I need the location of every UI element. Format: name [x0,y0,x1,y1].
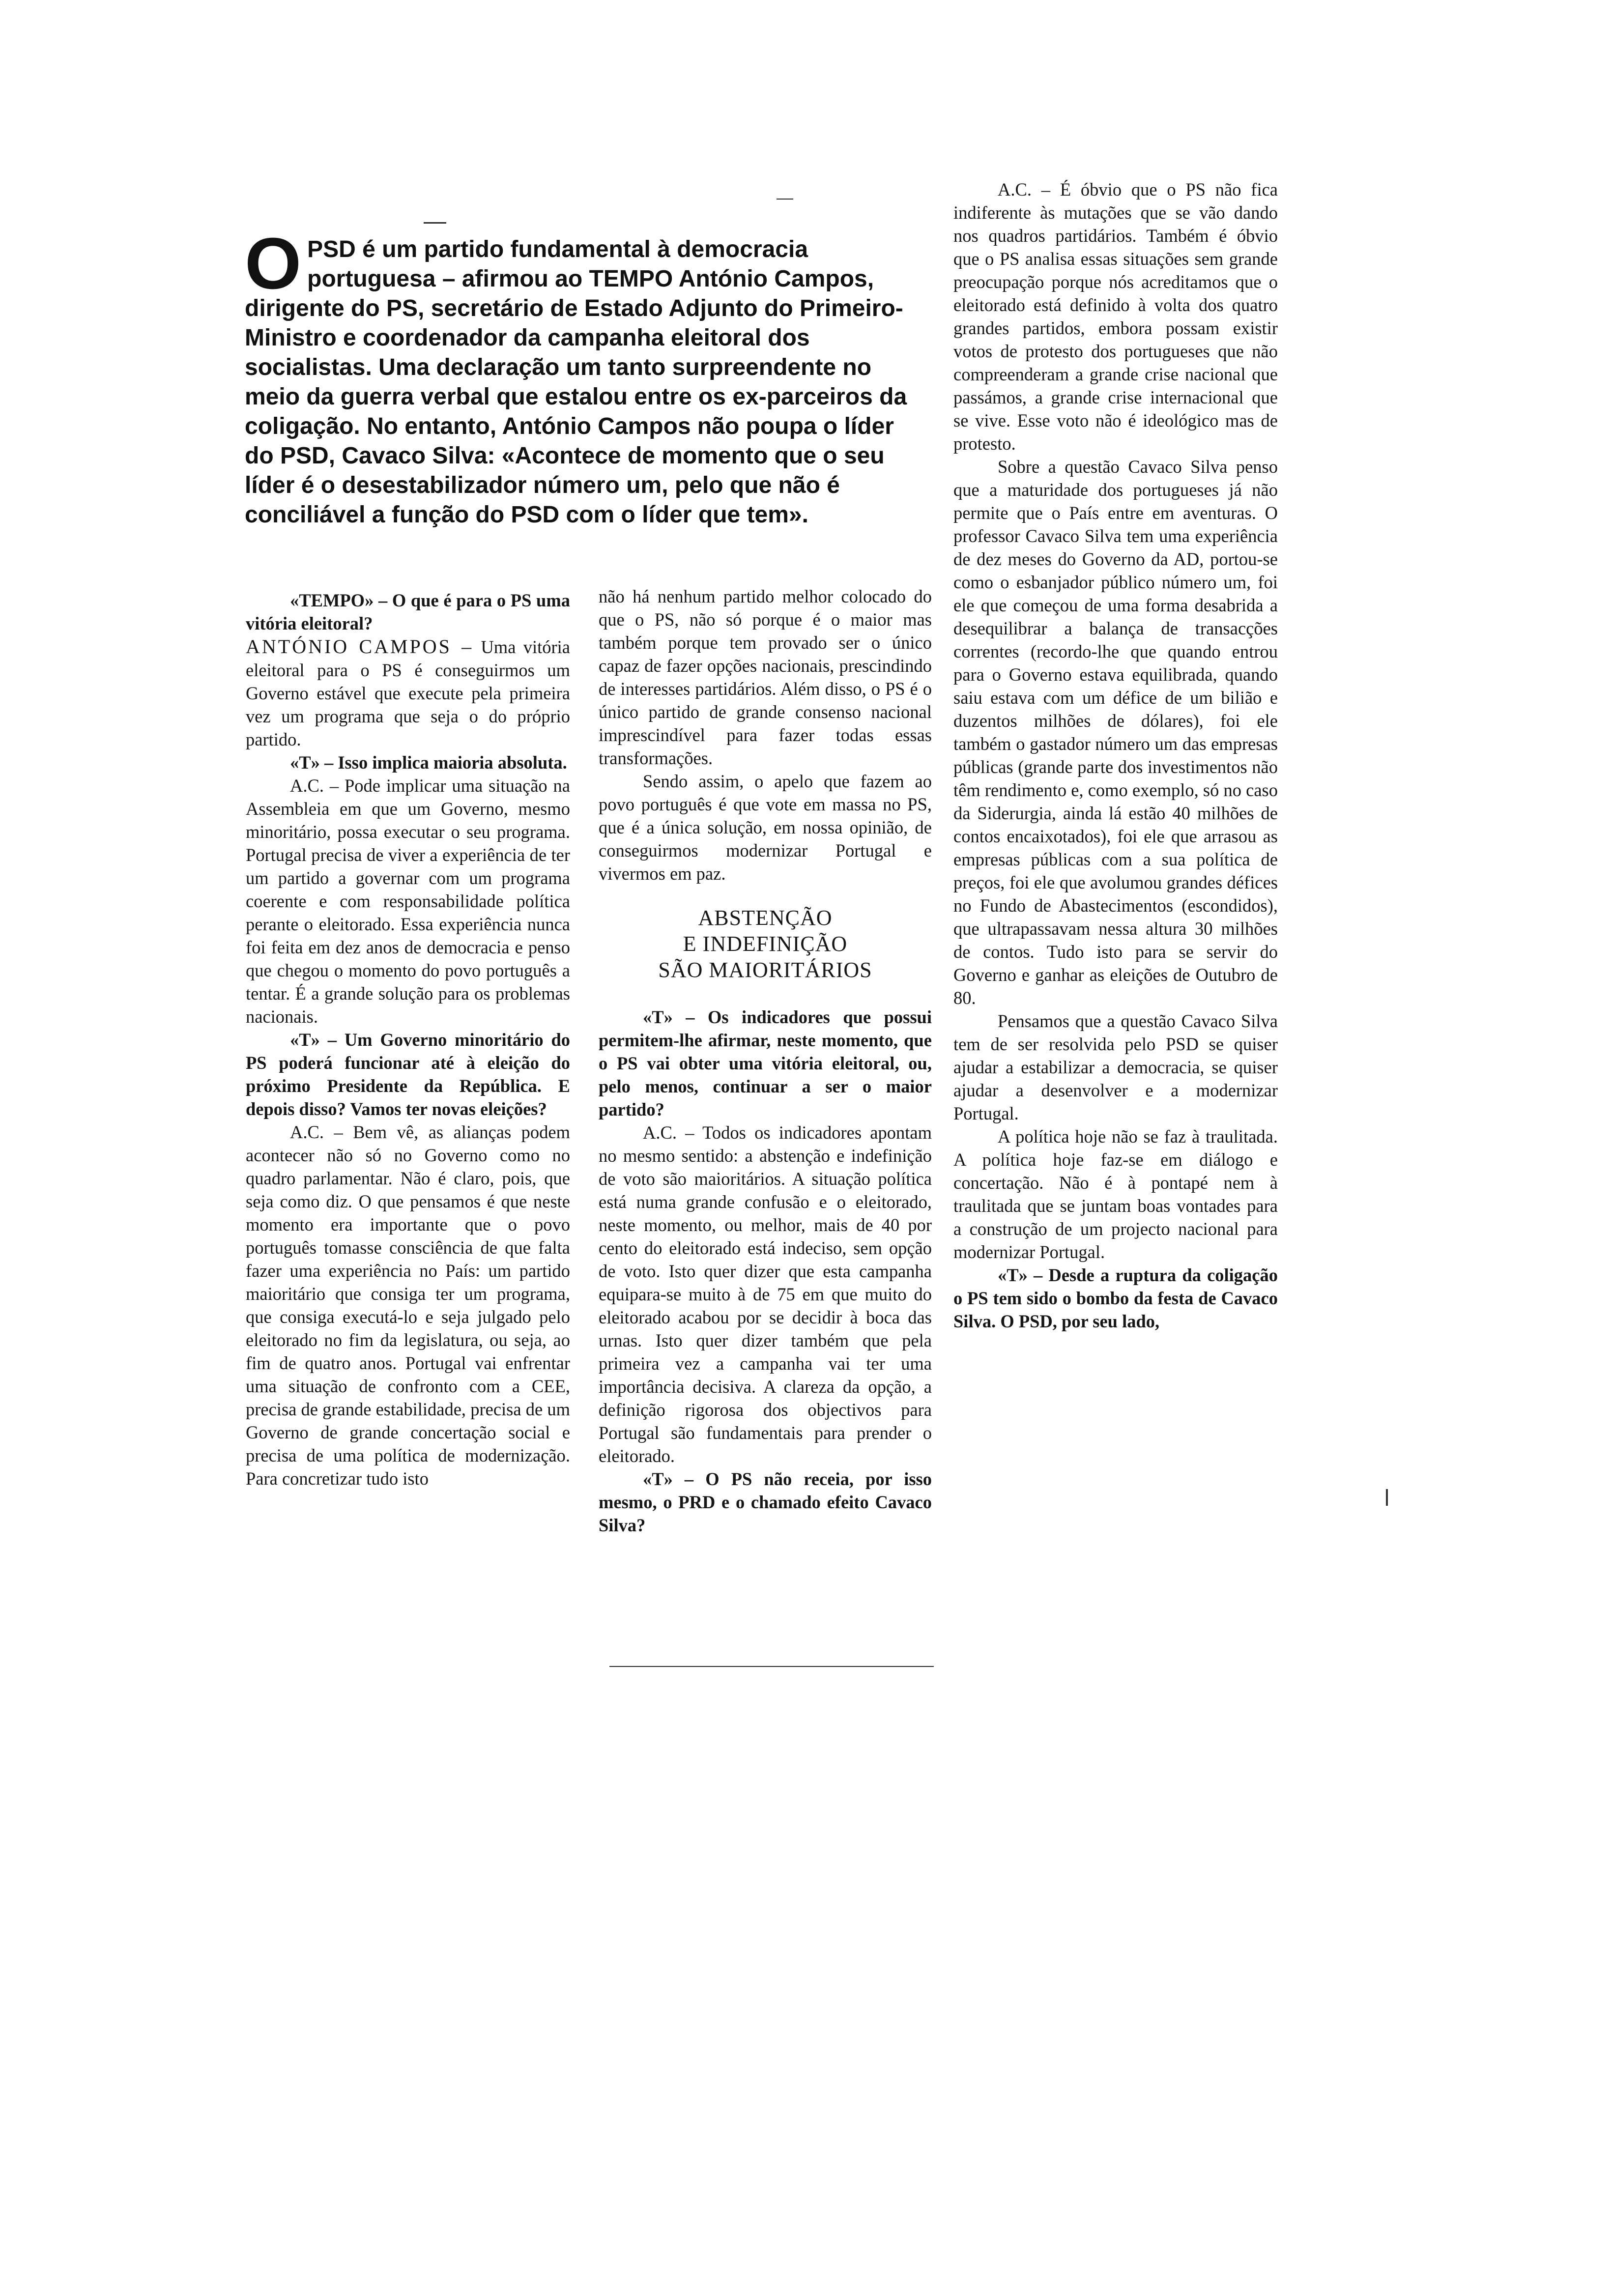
answer-5: A.C. – É óbvio que o PS não fica indiferente às mutações que se vão dando nos quadros partidários. Também é óbvio que o PS analisa essas situações sem grande preocupação porque nós acreditamos que o eleitorado está definido à volta dos quatro grandes partidos, embora possam existir votos de protesto dos portugueses que não compreenderam a grande crise nacional que passámos, a grande crise internacional que se vive. Esse voto não é ideológico mas de protesto. [953,179,1278,454]
column-2 [599,585,932,1537]
top-rule-right [777,199,793,200]
top-rule [424,222,446,224]
subheading-line-1: ABSTENÇÃO [698,906,833,930]
dropcap: O [245,223,302,304]
answer-1: ANTÓNIO CAMPOS – Uma vitória eleitoral para o PS é conseguirmos um Governo estável que execute pela primeira vez um programa que seja o do próprio partido. [246,635,570,749]
answer-paragraph-politica: A política hoje não se faz à traulitada. A política hoje faz-se em diálogo e concertação. Não é à pontapé nem à traulitada que se juntam boas vontades para a construção de um projecto nacional para modernizar Portugal. [953,1126,1278,1262]
column-3 [953,178,1278,1333]
column-2-bottom-rule [609,1666,934,1667]
answer-paragraph-psd: Pensamos que a questão Cavaco Silva tem de ser resolvida pelo PSD se quiser ajudar a estabilizar a democracia, se quiser ajudar a desenvolver e a modernizar Portugal. [953,1011,1278,1123]
question-5: «T» – O PS não receia, por isso mesmo, o PRD e o chamado efeito Cavaco Silva? [599,1469,932,1535]
answer-2: A.C. – Pode implicar uma situação na Assembleia em que um Governo, mesmo minoritário, possa executar o seu programa. Portugal precisa de viver a experiência de ter um partido a governar com um programa coerente e com responsabilidade política perante o eleitorado. Essa experiência nunca foi feita em dez anos de democracia e penso que chegou o momento do povo português a tentar. É a grande solução para os problemas nacionais. [246,775,571,1027]
answer-3: A.C. – Bem vê, as alianças podem acontecer não só no Governo como no quadro parlamentar. Não é claro, pois, que seja como diz. O que pensamos é que neste momento era importante que o povo português tomasse consciência de que falta fazer uma experiência no País: um partido maioritário que consiga ter um programa, que consiga executá-lo e seja julgado pelo eleitorado no fim da legislatura, ou seja, ao fim de quatro anos. Portugal vai enfrentar uma situação de confronto com a CEE, precisa de grande estabilidade, precisa de um Governo de grande concertação social e precisa de uma política de modernização. Para concretizar tudo isto [246,1122,570,1489]
subheading-line-3: SÃO MAIORITÁRIOS [658,958,872,982]
speaker-name: ANTÓNIO CAMPOS – [246,635,474,658]
answer-continued: não há nenhum partido melhor colocado do que o PS, não só porque é o maior mas também porque tem provado ser o único capaz de fazer opções nacionais, prescindindo de interesses partidários. Além disso, o PS é o único partido de grande consenso nacional imprescindível para fazer todas essas transformações. [599,586,932,768]
question-1: «TEMPO» – O que é para o PS uma vitória eleitoral? [246,590,570,633]
lead-text: PSD é um partido fundamental à democracia portuguesa – afirmou ao TEMPO António Campos, dirigente do PS, secretário de Estado Adjunto do Primeiro-Ministro e coordenador da campanha eleitoral dos socialistas. Uma declaração um tanto surpreendente no meio da guerra verbal que estalou entre os ex-parceiros da coligação. No entanto, António Campos não poupa o líder do PSD, Cavaco Silva: «Acontece de momento que o seu líder é o desestabilizador número um, pelo que não é conciliável a função do PSD com o líder que tem». [245,236,907,528]
answer-4: A.C. – Todos os indicadores apontam no mesmo sentido: a abstenção e indefinição de voto são maioritários. A situação política está numa grande confusão e o eleitorado, neste momento, ou melhor, mais de 40 por cento do eleitorado está indeciso, sem opção de voto. Isto quer dizer que esta campanha equipara-se muito à de 75 em que muito do eleitorado acabou por se decidir à boca das urnas. Isto quer dizer também que pela primeira vez a campanha vai ter uma importância decisiva. A clareza da opção, a definição rigorosa dos objectivos para Portugal são fundamentais para prender o eleitorado. [599,1122,932,1466]
lead-paragraph [245,223,918,530]
subheading [599,905,932,983]
subheading-line-2: E INDEFINIÇÃO [683,932,848,956]
question-4: «T» – Os indicadores que possui permitem-lhe afirmar, neste momento, que o PS vai obter uma vitória eleitoral, ou, pelo menos, continuar a ser o maior partido? [599,1007,932,1119]
question-3: «T» – Um Governo minoritário do PS poderá funcionar até à eleição do próximo Presidente da República. E depois disso? Vamos ter novas eleições? [246,1030,570,1119]
answer-paragraph: Sendo assim, o apelo que fazem ao povo português é que vote em massa no PS, que é a única solução, em nossa opinião, de conseguirmos modernizar Portugal e vivermos em paz. [599,771,932,884]
question-2: «T» – Isso implica maioria absoluta. [290,752,567,773]
column-1 [246,589,570,1490]
answer-paragraph-cavaco: Sobre a questão Cavaco Silva penso que a maturidade dos portugueses já não permite que o País entre em aventuras. O professor Cavaco Silva tem uma experiência de dez meses do Governo da AD, portou-se como o esbanjador público número um, foi ele que começou de uma forma desabrida a desequilibrar a balança de transacções correntes (recordo-lhe que quando entrou para o Governo estava equilibrada, quando saiu estava com um défice de um bilião e duzentos milhões de dólares), foi ele também o gastador número um das empresas públicas (grande parte dos investimentos não têm rendimento e, como exemplo, só no caso da Siderurgia, ainda lá estão 40 milhões de contos encaixotados), foi ele que arrasou as empresas públicas com a sua política de preços, foi ele que avolumou grandes défices no Fundo de Abastecimentos (escondidos), que ultrapassavam nessa altura 30 milhões de contos. Tudo isto para se servir do Governo e ganhar as eleições de Outubro de 80. [953,457,1278,1008]
question-6: «T» – Desde a ruptura da coligação o PS tem sido o bombo da festa de Cavaco Silva. O PSD, por seu lado, [953,1265,1278,1331]
margin-mark [1386,1489,1388,1506]
